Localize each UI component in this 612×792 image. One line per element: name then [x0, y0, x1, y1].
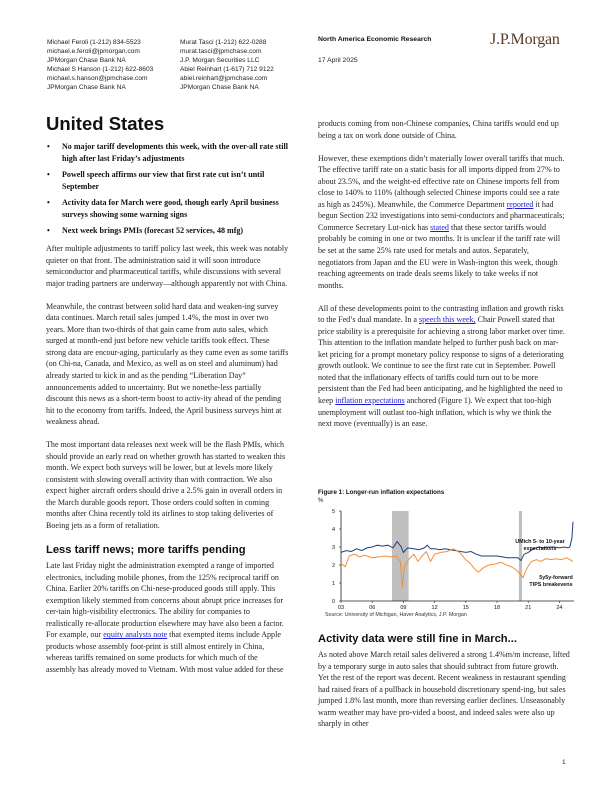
bullet-icon: • [47, 198, 50, 207]
y-tick-label: 2 [331, 563, 335, 569]
y-tick-label: 0 [331, 599, 335, 605]
text-run: Late last Friday night the administration exempted a range of imported electronics, including mobile phones, from the 125% reciprocal tariff on China. Earlier 20% tariffs on Chi-nese-produced goods still apply. This exemption likely stemmed from concerns about abrupt price increases for cer-tain high-visibility electronics. The ability for companies to realistically re-allocate production elsewhere may have also been a factor. For example, our [46, 561, 284, 640]
bullet-icon: • [47, 170, 50, 179]
text-run: anchored (Figure 1). We expect that too-high unemployment will outlast too-high inflation, which is why we think the next move (eventually) is an ease. [318, 396, 552, 429]
text-run: All of these developments point to the contrasting inflation and growth risks to the Fed’s dual mandate. In a [318, 303, 564, 325]
inflation-expectations-link[interactable]: inflation expectations [335, 396, 405, 406]
chart-annotation: TIPS breakevens [529, 582, 573, 588]
body-paragraph [318, 153, 565, 292]
text-run: that exempted items include Apple products whose assembly foot-print is still almost entirely in China, whereas tariffs remained on some products for which much of the assembly has already moved to Vietnam. With most value added for these [46, 630, 284, 674]
author-block-hanson [47, 65, 153, 92]
key-point-text: No major tariff developments this week, with the over-all rate still high after last Friday’s adjustments [62, 142, 288, 163]
page-number: 1 [562, 759, 566, 766]
y-tick-label: 4 [331, 527, 335, 533]
body-paragraph: Meanwhile, the contrast between solid hard data and weaken-ing survey data continues. March retail sales jumped 1.4%, the most in over two years. More than two-thirds of that gain came from auto sales, which surged at month-end just before new vehicle tariffs took effect. These strong data are encour-aging, particularly as they came even as some tariffs (on Chi-na, Canada, and Mexico, as well as on steel and aluminum) had already started to kick in and as the pending “Liberation Day” announcements added to uncertainty. But we nonethe-less partially discount this news as a short-term boost to activ-ity ahead of the pending hit to the economy from tariffs. Indeed, the April business surveys hint at weakness ahead. [46, 301, 289, 427]
right-column [318, 118, 565, 441]
author-entity: JPMorgan Chase Bank NA [180, 84, 259, 91]
author-entity: J.P. Morgan Securities LLC [180, 57, 260, 64]
chart-annotation: expectations [523, 546, 557, 552]
stated-link[interactable]: stated [430, 222, 449, 232]
x-tick-label: 09 [400, 605, 407, 611]
x-tick-label: 06 [369, 605, 376, 611]
x-tick-label: 15 [462, 605, 469, 611]
figure-unit-label: % [318, 498, 324, 504]
author-name-phone: Michael S Hanson (1-212) 622-8603 [47, 66, 154, 73]
reported-link[interactable]: reported [506, 199, 534, 209]
left-column [46, 113, 289, 687]
figure-1 [318, 489, 580, 618]
body-paragraph [46, 560, 289, 675]
bullet-icon: • [47, 142, 50, 151]
author-email[interactable]: abiel.reinhart@jpmchase.com [180, 75, 268, 82]
author-email[interactable]: michael.e.feroli@jpmorgan.com [47, 48, 140, 55]
body-paragraph: The most important data releases next week will be the flash PMIs, which should provide an early read on whether growth has started to weaken this month. We expect both surveys will be lower, but at levels more likely consistent with slowing overall activity than with contraction. We also expect higher aircraft orders should drive a 2.5% gain in overall orders in the March durable goods report. Those orders could soften in coming months after China recently told its airlines to stop taking deliveries of Boeing jets as a form of retaliation. [46, 440, 286, 531]
text-run: Chair Powell stated that price stability is a prerequisite for achieving a strong labor market over time. This attention to the inflation mandate helped to further push back on mar-ket pricing for a prompt monetary policy response to signs of a deteriorating growth outlook. We continue to see the first rate cut in September. Powell noted that the inflationary effects of tariffs could turn out to be more persistent than the Fed had been anticipating, and he highlighted the need to keep [318, 315, 565, 406]
publication-date: 17 April 2025 [318, 57, 358, 64]
author-entity: JPMorgan Chase Bank NA [47, 57, 126, 64]
chart-annotation: UMich 5- to 10-year [515, 539, 565, 545]
figure-source: Source: University of Michigan, Haver Analytics, J.P. Morgan [325, 612, 467, 618]
x-tick-label: 21 [525, 605, 532, 611]
equity-analysts-note-link[interactable]: equity analysts note [103, 630, 168, 640]
author-email[interactable]: michael.s.hanson@jpmchase.com [47, 75, 148, 82]
author-block-feroli [47, 38, 141, 65]
section-heading-tariffs: Less tariff news; more tariffs pending [46, 544, 246, 557]
figure-title: Figure 1: Longer-run inflation expectations [318, 489, 445, 496]
x-tick-label: 03 [337, 605, 345, 611]
right-column-lower [318, 632, 570, 741]
key-point-text: Activity data for March were good, though early April business surveys showing some warning signs [62, 198, 279, 219]
key-point [46, 141, 289, 165]
text-run: However, these exemptions didn’t materially lower overall tariffs that much. The effective tariff rate on a static basis for all imports dipped from 27% to about 23.5%, and the weight-ed effective rate on Chinese imports fell from close to 140% to 110% (although selected Chinese imports could see a rate as high as 245%). Meanwhile, the Commerce Department [318, 153, 565, 209]
jpmorgan-logo: J.P.Morgan [490, 31, 560, 48]
x-tick-label: 24 [556, 605, 563, 611]
author-block-tasci [180, 38, 266, 65]
key-point [46, 197, 289, 221]
bullet-icon: • [47, 226, 50, 235]
body-paragraph: products coming from non-Chinese companies, China tariffs would end up being a tax on work done outside of China. [318, 119, 559, 140]
author-name-phone: Murat Tasci (1-212) 622-0288 [180, 39, 267, 46]
body-paragraph [318, 303, 565, 430]
x-tick-label: 12 [431, 605, 438, 611]
key-point-text: Next week brings PMIs (forecast 52 services, 48 mfg) [62, 226, 244, 235]
department-label: North America Economic Research [318, 36, 432, 43]
key-point [46, 169, 289, 193]
recession-shading [519, 511, 522, 601]
author-email[interactable]: murat.tasci@jpmchase.com [180, 48, 262, 55]
body-paragraph: As noted above March retail sales delivered a strong 1.4%m/m increase, lifted by a temporary surge in auto sales that should subtract from future growth. Yet the rest of the report was decent. Recent weakness in restaurant spending had raised fears of a pullback in household discretionary spend-ing, but sales jumped 1.8% last month, more than reversing earlier declines. Unseasonably warm weather may have pro-vided a boost, and indeed sales were also up sharply in other [318, 650, 570, 729]
speech-link[interactable]: speech this week, [419, 315, 476, 325]
key-points-list [46, 141, 289, 237]
chart-annotation: 5y5y-forward [539, 575, 573, 581]
x-tick-label: 18 [493, 605, 501, 611]
chart [318, 503, 580, 615]
page-title: United States [46, 113, 165, 134]
author-block-reinhart [180, 65, 274, 92]
author-entity: JPMorgan Chase Bank NA [47, 84, 126, 91]
author-name-phone: Michael Feroli (1-212) 834-5523 [47, 39, 141, 46]
section-heading-activity: Activity data were still fine in March... [318, 633, 517, 645]
y-tick-label: 3 [331, 545, 335, 551]
body-paragraph: After multiple adjustments to tariff policy last week, this week was notably quieter on that front. The administration said it will soon introduce semiconductor and pharmaceutical tariffs, while discussions with several major trading partners are underway—although apparently not with China. [46, 244, 289, 288]
y-tick-label: 5 [331, 509, 335, 515]
author-name-phone: Abiel Reinhart (1-617) 712 9122 [180, 66, 274, 73]
key-point [46, 225, 289, 237]
key-point-text: Powell speech affirms our view that first rate cut isn’t until September [62, 170, 265, 191]
y-tick-label: 1 [331, 581, 335, 587]
text-run: it had begun Section 232 investigations into semi-conductors and pharmaceuticals; Commerce Secretary Lut-nick has [318, 199, 565, 232]
text-run: that these sector tariffs would probably be coming in one or two months. It is unclear if the tariff rate will be set at the same 25% rate used for metals and autos. Separately, negotiators from Japan and the EU were in Wash-ington this week, though reaching agreements on trade deals seems likely to take weeks if not months. [318, 222, 561, 290]
